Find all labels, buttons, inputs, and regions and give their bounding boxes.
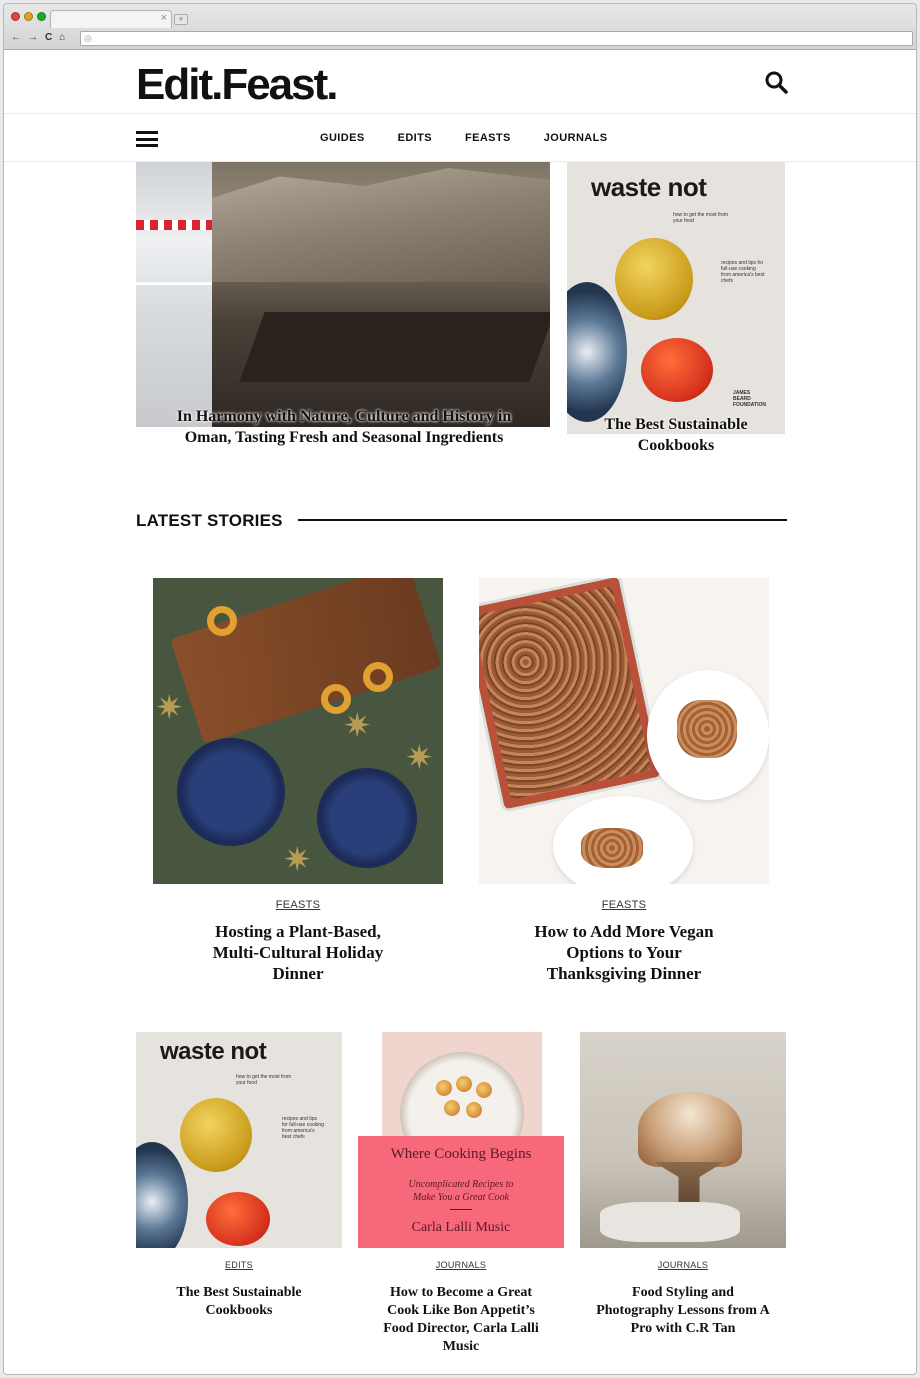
tab-close-icon[interactable]: × xyxy=(160,12,167,24)
book-cover-brand: JAMES BEARD FOUNDATION xyxy=(733,390,766,408)
search-icon[interactable] xyxy=(764,70,788,94)
book-cover-title: Where Cooking Begins xyxy=(390,1146,532,1162)
book-cover-subtitle: how to get the most from your food xyxy=(236,1074,292,1086)
hero-main-title[interactable]: In Harmony with Nature, Culture and History in Oman, Tasting Fresh and Seasonal Ingredients xyxy=(176,408,512,446)
story-category[interactable]: JOURNALS xyxy=(435,1260,487,1270)
address-bar[interactable] xyxy=(80,31,913,46)
browser-chrome xyxy=(4,4,916,50)
hamburger-icon[interactable] xyxy=(136,131,158,147)
forward-arrow-icon[interactable]: → xyxy=(28,32,38,43)
globe-icon: ◎ xyxy=(84,33,92,43)
book-cover-author: Carla Lalli Music xyxy=(411,1220,511,1235)
back-arrow-icon[interactable]: ← xyxy=(11,32,21,43)
book-cover-title: waste not xyxy=(160,1038,267,1065)
home-icon[interactable]: ⌂ xyxy=(59,32,66,43)
story-title[interactable]: Hosting a Plant-Based, Multi-Cultural Holiday Dinner xyxy=(212,922,384,983)
traffic-lights xyxy=(11,12,46,21)
browser-tab[interactable] xyxy=(50,10,172,28)
close-window-button[interactable] xyxy=(11,12,20,21)
browser-nav-controls xyxy=(11,32,65,43)
nav-items xyxy=(320,132,641,144)
minimize-window-button[interactable] xyxy=(24,12,33,21)
new-tab-button[interactable]: + xyxy=(174,14,188,25)
story-title[interactable]: The Best Sustainable Cookbooks xyxy=(176,1285,302,1318)
story-title[interactable]: How to Become a Great Cook Like Bon Appetit’s Food Director, Carla Lalli Music xyxy=(383,1285,539,1354)
maximize-window-button[interactable] xyxy=(37,12,46,21)
story-image-food-styling[interactable] xyxy=(580,1032,786,1248)
story-image-where-cooking-begins[interactable] xyxy=(358,1032,564,1248)
story-image-cookbook[interactable] xyxy=(136,1032,342,1248)
book-cover-tagline: recipes and tips for full-use cooking from america's best chefs xyxy=(282,1116,324,1140)
story-image-vegan[interactable] xyxy=(479,578,769,884)
hero-main-image[interactable] xyxy=(136,162,550,427)
site-header xyxy=(4,50,916,114)
hero-side-title[interactable]: The Best Sustainable Cookbooks xyxy=(604,416,748,454)
nav-item-edits[interactable]: EDITS xyxy=(397,132,432,144)
nav-item-guides[interactable]: GUIDES xyxy=(320,132,365,144)
nav-item-feasts[interactable]: FEASTS xyxy=(464,132,511,144)
hero-side-image[interactable] xyxy=(567,162,785,434)
section-divider xyxy=(298,519,787,521)
book-cover-tagline: recipes and tips for full-use cooking from america's best chefs xyxy=(721,260,765,284)
section-title: LATEST STORIES xyxy=(136,511,283,530)
main-nav xyxy=(4,114,916,162)
book-cover-subtitle: how to get the most from your food xyxy=(673,212,729,224)
story-image-plant-based[interactable]: ✷ ✷ ✷ ✷ xyxy=(153,578,443,884)
reload-icon[interactable]: C xyxy=(45,32,53,43)
browser-window xyxy=(3,3,917,1375)
story-category[interactable]: JOURNALS xyxy=(657,1260,709,1270)
story-title[interactable]: Food Styling and Photography Lessons from A Pro with C.R Tan xyxy=(596,1285,770,1336)
site-logo[interactable]: Edit.Feast. xyxy=(136,60,337,109)
story-category[interactable]: FEASTS xyxy=(275,899,321,911)
story-category[interactable]: FEASTS xyxy=(601,899,647,911)
story-title[interactable]: How to Add More Vegan Options to Your Thanksgiving Dinner xyxy=(534,922,714,983)
nav-item-journals[interactable]: JOURNALS xyxy=(543,132,608,144)
story-category[interactable]: EDITS xyxy=(224,1260,253,1270)
book-cover-subtitle: Uncomplicated Recipes to Make You a Great Cook xyxy=(408,1179,514,1203)
book-cover-title: waste not xyxy=(591,172,707,202)
